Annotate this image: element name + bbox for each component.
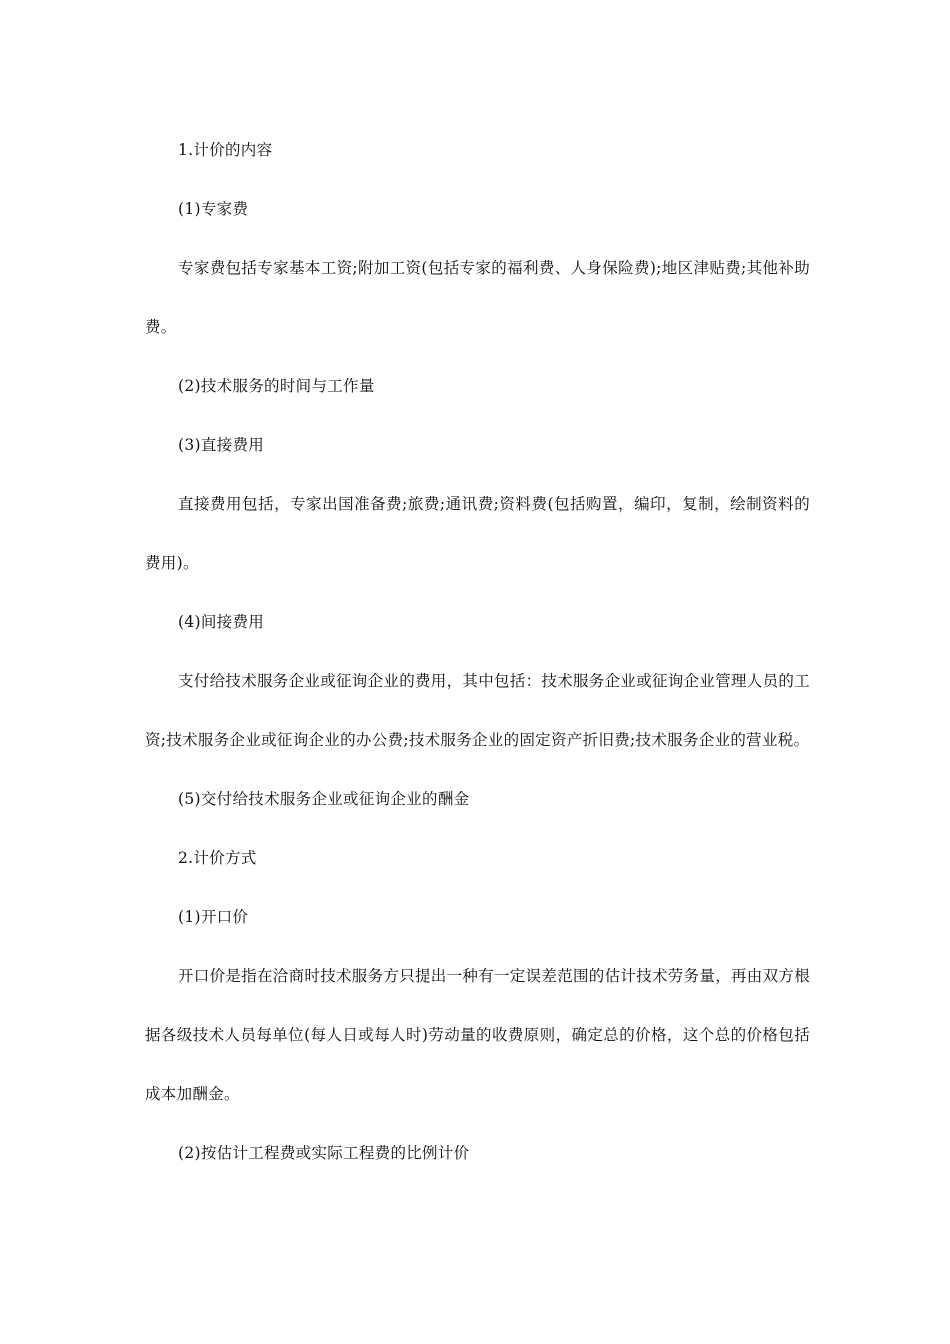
subheading-service-time: (2)技术服务的时间与工作量 <box>178 377 375 395</box>
subheading-direct-cost: (3)直接费用 <box>178 436 265 454</box>
section-heading-pricing-method: 2.计价方式 <box>178 849 257 867</box>
paragraph-expert-fee: 专家费包括专家基本工资;附加工资(包括专家的福利费、人身保险费);地区津贴费;其他补助费。 <box>145 259 810 336</box>
paragraph-direct-cost: 直接费用包括，专家出国准备费;旅费;通讯费;资料费(包括购置，编印，复制，绘制资料的费用)。 <box>145 495 810 572</box>
subheading-remuneration: (5)交付给技术服务企业或征询企业的酬金 <box>178 790 470 808</box>
paragraph-open-price: 开口价是指在洽商时技术服务方只提出一种有一定误差范围的估计技术劳务量，再由双方根据各级技术人员每单位(每人日或每人时)劳动量的收费原则，确定总的价格，这个总的价格包括成本加酬金。 <box>145 967 811 1103</box>
document-body <box>145 121 810 1183</box>
section-heading-pricing-content: 1.计价的内容 <box>178 141 273 159</box>
subheading-proportional-pricing: (2)按估计工程费或实际工程费的比例计价 <box>178 1144 470 1162</box>
subheading-indirect-cost: (4)间接费用 <box>178 613 265 631</box>
paragraph-indirect-cost: 支付给技术服务企业或征询企业的费用，其中包括：技术服务企业或征询企业管理人员的工资;技术服务企业或征询企业的办公费;技术服务企业的固定资产折旧费;技术服务企业的营业税。 <box>145 672 811 749</box>
subheading-expert-fee: (1)专家费 <box>178 200 249 218</box>
subheading-open-price: (1)开口价 <box>178 908 249 926</box>
